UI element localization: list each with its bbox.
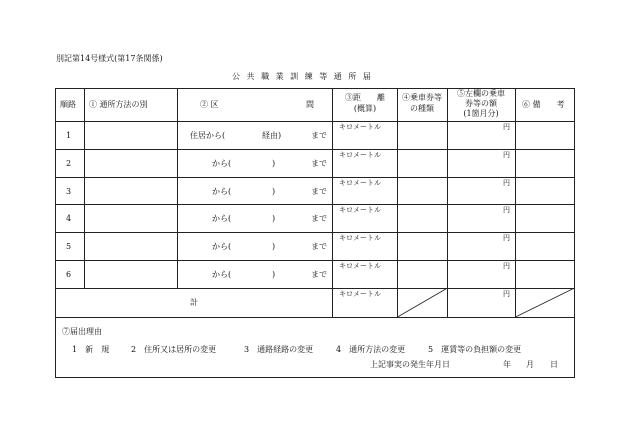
- header-amount: ⑤左欄の乗車: [457, 89, 505, 98]
- row-distance-unit: キロメートル: [339, 234, 381, 242]
- row-distance-unit: キロメートル: [339, 262, 381, 270]
- header-distance: ③距 離: [345, 93, 385, 102]
- row-amount-unit: 円: [503, 206, 510, 214]
- row-distance-unit: キロメートル: [339, 206, 381, 214]
- row-to: まで: [311, 131, 327, 140]
- row-from: から(: [212, 214, 232, 223]
- row-amount-unit: 円: [503, 234, 510, 242]
- total-label: 計: [190, 298, 198, 307]
- row-number: 5: [66, 242, 72, 251]
- reason-option-new: 1 新 規: [72, 345, 110, 354]
- row-from: 住居から(: [190, 131, 226, 140]
- row-to: まで: [311, 159, 327, 168]
- row-distance-unit: キロメートル: [339, 123, 381, 131]
- occurrence-date-label: 上記事実の発生年月日: [370, 360, 450, 369]
- row-via: 経由): [262, 131, 282, 140]
- reason-option-address: 2 住所又は居所の変更: [131, 345, 217, 354]
- row-number: 2: [66, 159, 72, 168]
- row-via: ): [272, 187, 276, 196]
- total-distance-unit: キロメートル: [339, 290, 381, 298]
- row-amount-unit: 円: [503, 179, 510, 187]
- row-amount-unit: 円: [503, 151, 510, 159]
- row-number: 1: [66, 131, 72, 140]
- header-remarks: ⑥ 備 考: [522, 100, 565, 109]
- header-section: ② 区: [200, 100, 219, 109]
- row-from: から(: [212, 270, 232, 279]
- header-amount-sub: 券等の額: [465, 99, 497, 108]
- row-number: 6: [66, 270, 72, 279]
- row-to: まで: [311, 270, 327, 279]
- day-label: 日: [550, 360, 558, 369]
- row-number: 3: [66, 187, 72, 196]
- header-route: 順路: [60, 100, 76, 109]
- reason-option-fare: 5 運賃等の負担額の変更: [428, 345, 522, 354]
- row-to: まで: [311, 187, 327, 196]
- header-distance-sub: (概算): [353, 104, 377, 113]
- header-ticket: ④乗車券等: [402, 93, 442, 102]
- row-distance-unit: キロメートル: [339, 179, 381, 187]
- form-label: 別記第14号様式(第17条関係): [56, 54, 163, 63]
- row-to: まで: [311, 214, 327, 223]
- row-distance-unit: キロメートル: [339, 151, 381, 159]
- total-amount-unit: 円: [503, 290, 510, 298]
- header-ticket-sub: の種類: [410, 104, 434, 113]
- reason-title: ⑦届出理由: [62, 327, 102, 336]
- header-section-end: 間: [306, 100, 314, 109]
- month-label: 月: [526, 360, 534, 369]
- row-via: ): [272, 214, 276, 223]
- header-amount-period: (1箇月分): [463, 109, 499, 118]
- reason-option-method: 4 通所方法の変更: [336, 345, 406, 354]
- row-to: まで: [311, 242, 327, 251]
- row-from: から(: [212, 159, 232, 168]
- header-method: ① 通所方法の別: [89, 100, 148, 109]
- form-title: 公 共 職 業 訓 練 等 通 所 届: [232, 72, 373, 81]
- row-amount-unit: 円: [503, 262, 510, 270]
- row-via: ): [272, 159, 276, 168]
- row-via: ): [272, 270, 276, 279]
- row-from: から(: [212, 242, 232, 251]
- row-amount-unit: 円: [503, 123, 510, 131]
- row-number: 4: [66, 214, 72, 223]
- row-from: から(: [212, 187, 232, 196]
- year-label: 年: [503, 360, 511, 369]
- row-via: ): [272, 242, 276, 251]
- reason-option-route: 3 通路経路の変更: [244, 345, 314, 354]
